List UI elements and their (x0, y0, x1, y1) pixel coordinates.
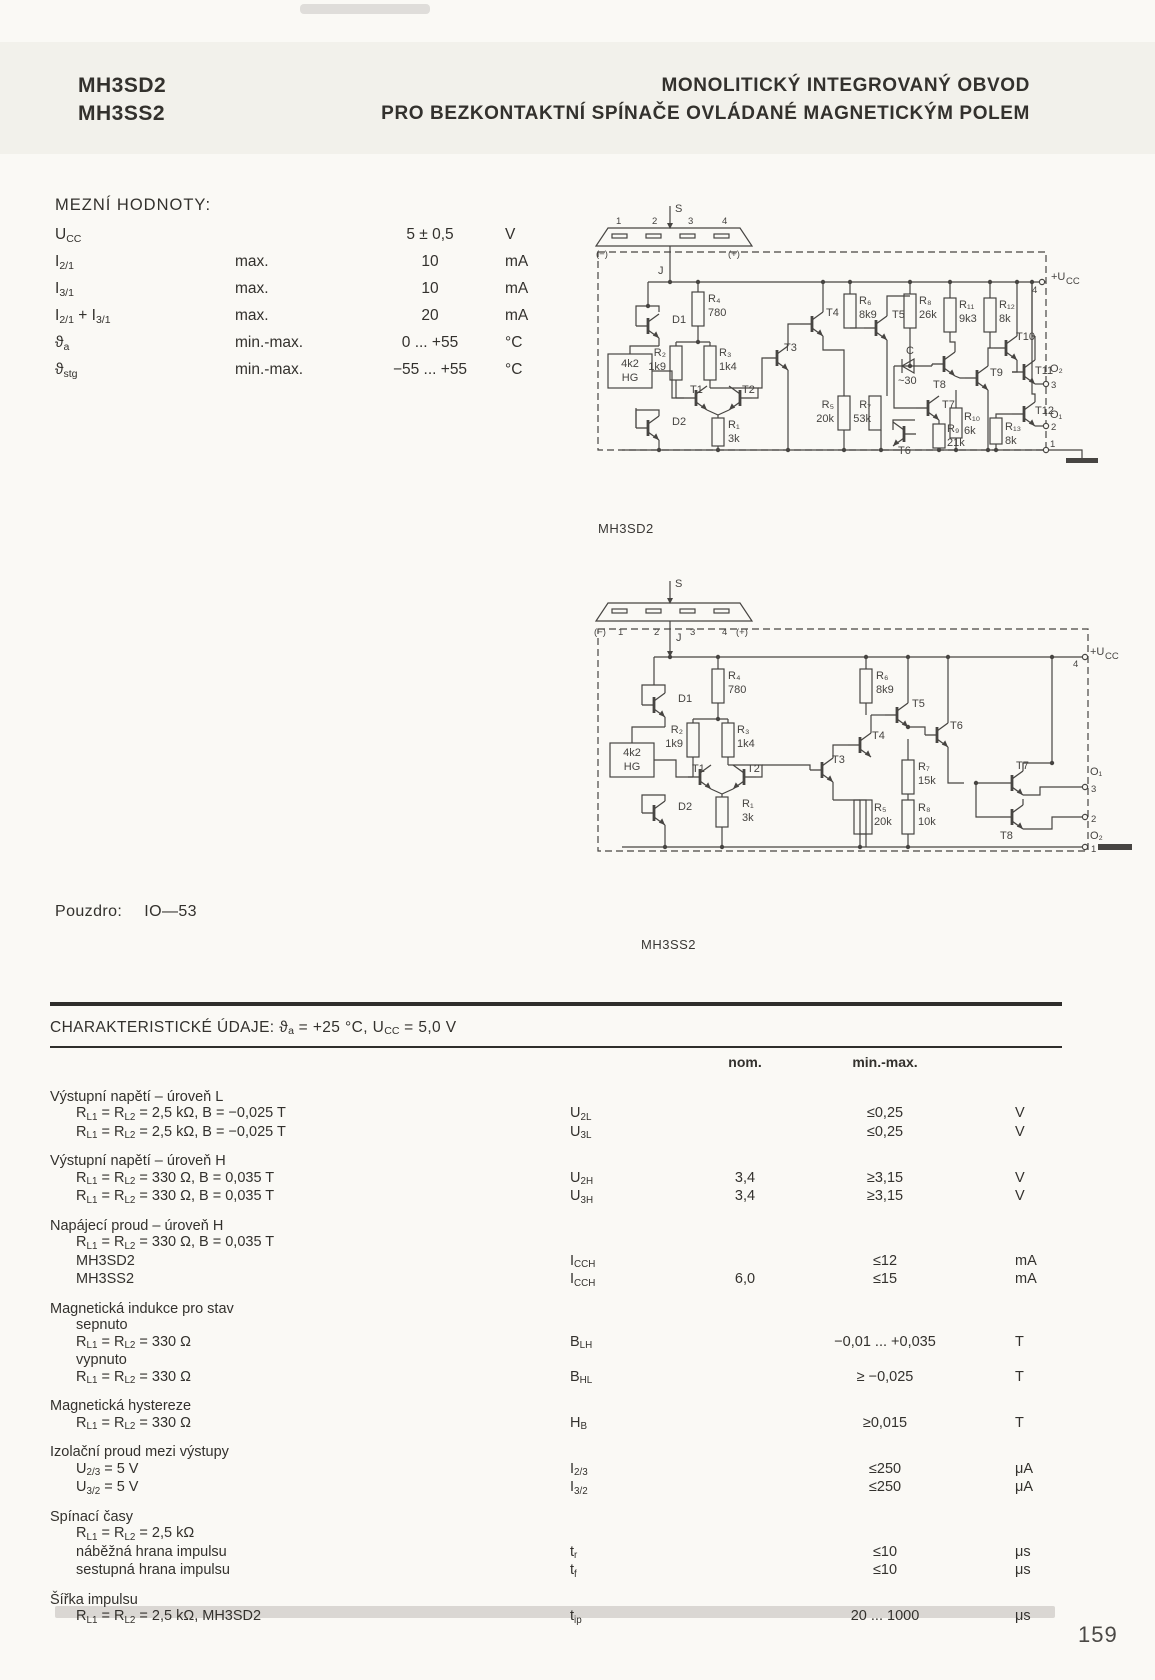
r6-value: 8k9 (859, 309, 877, 321)
characteristics-section (50, 1002, 1062, 1627)
pkg-pin-1: 1 (616, 216, 622, 227)
pkg-pin-4: 4 (722, 216, 728, 227)
char-condition: MH3SD2 (76, 1252, 135, 1269)
r10-name: R₁₀ (964, 411, 981, 423)
limit-symbol: ϑa (55, 334, 70, 353)
output-o2-label: O₂ (1090, 830, 1103, 842)
d2-label: D2 (672, 416, 687, 428)
r1-value: 3k (742, 812, 754, 824)
pkg-pin-3: 3 (690, 627, 696, 638)
char-group-name: Spínací časy (50, 1508, 134, 1525)
limit-unit: V (505, 226, 516, 243)
plus-label: (+) (736, 627, 748, 638)
char-row (50, 1188, 1062, 1207)
page-title (381, 72, 1030, 128)
char-condition: RL1 = RL2 = 330 Ω (76, 1414, 191, 1433)
r3-name: R₃ (719, 347, 732, 359)
output-o1-label: O₁ (1050, 409, 1063, 421)
char-symbol: U2H (570, 1169, 594, 1188)
char-group (50, 1444, 1062, 1498)
r1-value: 3k (728, 433, 740, 445)
r8-value: 10k (918, 816, 936, 828)
t6-label: T6 (950, 720, 963, 732)
char-nom-value: 3,4 (734, 1169, 756, 1186)
char-row (50, 1461, 1062, 1480)
limit-symbol: ϑstg (55, 361, 78, 380)
char-condition: sestupná hrana impulsu (76, 1562, 230, 1578)
pin3-label: 3 (1091, 784, 1097, 795)
char-unit: μA (1015, 1460, 1034, 1477)
t3-label: T3 (832, 754, 845, 766)
r7-name: R₇ (918, 761, 930, 773)
char-condition: sepnuto (76, 1317, 128, 1333)
char-condition: RL1 = RL2 = 2,5 kΩ (76, 1525, 195, 1543)
char-minmax-value: ≤0,25 (866, 1105, 904, 1121)
char-unit: V (1015, 1169, 1025, 1186)
r4-value: 780 (728, 684, 747, 696)
char-condition: náběžná hrana impulsu (76, 1543, 227, 1560)
plus-label: (+) (728, 249, 740, 260)
pin1-label: 1 (1050, 439, 1056, 450)
ucc-label: +U (1090, 646, 1105, 658)
ucc-sub: CC (1105, 651, 1119, 662)
pkg-pin-2: 2 (652, 216, 658, 227)
package-line (55, 903, 197, 921)
pkg-pin-1: 1 (618, 627, 624, 638)
model-2: MH3SS2 (78, 102, 166, 125)
t11-label: T11 (1035, 365, 1054, 377)
limit-value: −55 ... +55 (392, 361, 468, 378)
char-symbol: BHL (570, 1368, 593, 1387)
limit-unit: °C (505, 334, 523, 351)
limit-condition: max. (235, 253, 269, 270)
minus-label: (−) (594, 627, 606, 638)
hg-line1: 4k2 (623, 747, 641, 759)
r5-value: 20k (874, 816, 892, 828)
char-minmax-value: ≥3,15 (866, 1188, 904, 1204)
r5-name: R₅ (874, 802, 887, 814)
r9-value: 21k (947, 437, 965, 449)
limit-row (55, 334, 595, 361)
char-unit: V (1015, 1123, 1025, 1140)
limit-unit: mA (505, 280, 529, 297)
package-label: Pouzdro: (55, 903, 123, 920)
limit-symbol: I2/1 + I3/1 (55, 307, 111, 326)
limit-row (55, 280, 595, 307)
char-condition: RL1 = RL2 = 330 Ω, B = 0,035 T (76, 1169, 275, 1188)
limit-unit: mA (505, 253, 529, 270)
hg-line1: 4k2 (621, 358, 639, 370)
r2-value: 1k9 (648, 361, 666, 373)
char-condition: RL1 = RL2 = 2,5 kΩ, MH3SD2 (76, 1608, 262, 1626)
char-symbol: ICCH (570, 1271, 596, 1289)
char-condition: vypnuto (76, 1352, 127, 1368)
model-1: MH3SD2 (78, 74, 167, 97)
char-condition: U2/3 = 5 V (76, 1460, 139, 1479)
t3-label: T3 (784, 342, 797, 354)
j-label: J (676, 632, 682, 644)
limits-table (55, 226, 595, 388)
r7-value: 15k (918, 775, 936, 787)
char-symbol: HB (570, 1414, 588, 1433)
char-minmax-value: ≤250 (868, 1479, 902, 1495)
char-minmax-value: ≤250 (868, 1460, 902, 1477)
c-value: ~30 (898, 375, 917, 387)
char-group (50, 1218, 1062, 1290)
t9-label: T9 (990, 367, 1003, 379)
char-symbol: tf (570, 1562, 577, 1580)
s-field-label: S (675, 203, 683, 215)
pin1-label: 1 (1091, 844, 1097, 855)
t5-label: T5 (892, 309, 905, 321)
char-symbol: U3H (570, 1188, 594, 1206)
page-number: 159 (1078, 1622, 1118, 1647)
char-minmax-value: ≤0,25 (866, 1123, 904, 1140)
pin4-label: 4 (1032, 285, 1038, 296)
package-icon (596, 228, 752, 246)
title-line-2: PRO BEZKONTAKTNÍ SPÍNAČE OVLÁDANÉ MAGNETICKÝM POLEM (381, 103, 1030, 124)
t7-label: T7 (942, 399, 955, 411)
limit-value: 20 (421, 307, 439, 324)
char-row (50, 1124, 1062, 1143)
char-minmax-value: −0,01 ... +0,035 (834, 1333, 936, 1350)
limit-symbol: UCC (55, 226, 82, 245)
char-unit: μs (1015, 1608, 1031, 1624)
char-unit: T (1015, 1414, 1024, 1431)
char-unit: μs (1015, 1562, 1031, 1578)
char-unit: T (1015, 1368, 1024, 1385)
pin2-label: 2 (1091, 814, 1097, 825)
char-row (50, 1170, 1062, 1189)
r12-name: R₁₂ (999, 299, 1015, 311)
char-unit: V (1015, 1188, 1025, 1204)
r13-name: R₁₃ (1005, 421, 1022, 433)
char-group (50, 1398, 1062, 1433)
r9-name: R₉ (947, 423, 960, 435)
char-row (50, 1253, 1062, 1272)
r8-name: R₈ (918, 802, 931, 814)
output-o2-label: O₂ (1050, 363, 1063, 375)
pin2-label: 2 (1051, 422, 1057, 433)
limit-unit: °C (505, 361, 523, 378)
char-row (50, 1415, 1062, 1434)
schematic-mh3ss2-caption: MH3SS2 (641, 937, 697, 952)
t8-label: T8 (1000, 830, 1013, 842)
limit-condition: max. (235, 280, 269, 297)
r10-value: 6k (964, 425, 976, 437)
minus-label: (−) (596, 249, 608, 260)
char-row (50, 1369, 1062, 1388)
r5-name: R₅ (821, 399, 834, 411)
hg-line2: HG (623, 761, 641, 773)
r4-name: R₄ (708, 293, 721, 305)
j-label: J (658, 265, 664, 277)
char-row (50, 1479, 1062, 1498)
t10-label: T10 (1016, 331, 1035, 343)
char-minmax-value: ≥0,015 (862, 1414, 908, 1431)
package-value: IO—53 (144, 903, 197, 920)
r3-value: 1k4 (737, 738, 755, 750)
char-group-name: Napájecí proud – úroveň H (50, 1217, 224, 1234)
char-unit: μs (1015, 1543, 1031, 1560)
char-minmax-value: ≤10 (872, 1543, 898, 1560)
schematic-mh3ss2 (592, 565, 1155, 883)
ucc-sub: CC (1066, 276, 1080, 287)
schematic-mh3ss2-svg (592, 565, 1155, 883)
char-row (50, 1105, 1062, 1124)
limit-row (55, 226, 595, 253)
char-group-name: Magnetická indukce pro stav (50, 1300, 234, 1317)
char-row (50, 1352, 1062, 1369)
char-unit: T (1015, 1333, 1024, 1350)
char-row (50, 1334, 1062, 1353)
r7-name: R₇ (859, 399, 871, 411)
char-unit: mA (1015, 1271, 1037, 1287)
c-name: C (906, 345, 914, 357)
r3-value: 1k4 (719, 361, 737, 373)
t2-label: T2 (747, 763, 760, 775)
t1-label: T1 (692, 763, 705, 775)
limit-condition: min.-max. (235, 361, 304, 378)
r8-name: R₈ (919, 295, 932, 307)
limit-symbol: I3/1 (55, 280, 74, 299)
char-condition: RL1 = RL2 = 330 Ω, B = 0,035 T (76, 1188, 275, 1206)
r2-name: R₂ (653, 347, 666, 359)
r6-name: R₆ (876, 670, 889, 682)
char-condition: U3/2 = 5 V (76, 1479, 139, 1497)
limit-row (55, 361, 595, 388)
char-symbol: U2L (570, 1105, 592, 1123)
title-line-1: MONOLITICKÝ INTEGROVANÝ OBVOD (661, 75, 1030, 96)
ucc-label: +U (1051, 271, 1066, 283)
limit-symbol: I2/1 (55, 253, 74, 272)
r11-value: 9k3 (959, 313, 977, 325)
limit-condition: min.-max. (235, 334, 304, 351)
char-minmax-value: ≤15 (872, 1271, 898, 1287)
char-unit: mA (1015, 1252, 1037, 1269)
schematic-mh3sd2-svg (592, 196, 1152, 514)
schematic-mh3sd2 (592, 196, 1152, 514)
char-group (50, 1153, 1062, 1207)
r1-name: R₁ (742, 798, 754, 810)
char-condition: RL1 = RL2 = 330 Ω (76, 1333, 191, 1352)
char-symbol: tr (570, 1543, 578, 1562)
r2-value: 1k9 (665, 738, 683, 750)
scan-smudge (300, 4, 430, 14)
t1-label: T1 (690, 384, 703, 396)
char-nom-value: 3,4 (734, 1188, 756, 1204)
characteristics-table (50, 1089, 1062, 1627)
char-symbol: I2/3 (570, 1460, 588, 1479)
r3-name: R₃ (737, 724, 750, 736)
char-row (50, 1317, 1062, 1334)
d1-label: D1 (672, 314, 687, 326)
r6-name: R₆ (859, 295, 872, 307)
char-minmax-value: ≥ −0,025 (856, 1368, 914, 1385)
char-group (50, 1089, 1062, 1143)
char-row (50, 1562, 1062, 1581)
char-minmax-value: ≥3,15 (866, 1169, 904, 1186)
t5-label: T5 (912, 698, 925, 710)
char-condition: RL1 = RL2 = 2,5 kΩ, B = −0,025 T (76, 1123, 286, 1142)
char-row (50, 1608, 1062, 1627)
r7-value: 53k (853, 413, 871, 425)
char-group-name: Výstupní napětí – úroveň L (50, 1088, 224, 1105)
char-group-name: Šířka impulsu (50, 1591, 138, 1608)
pkg-pin-3: 3 (688, 216, 694, 227)
ground-icon (1098, 844, 1132, 850)
limit-row (55, 253, 595, 280)
pkg-pin-4: 4 (722, 627, 728, 638)
t12-label: T12 (1035, 405, 1054, 417)
char-group (50, 1301, 1062, 1388)
column-headers (50, 1054, 1062, 1078)
r6-value: 8k9 (876, 684, 894, 696)
schematic-mh3sd2-caption: MH3SD2 (598, 521, 654, 536)
t4-label: T4 (826, 307, 839, 319)
r5-value: 20k (816, 413, 834, 425)
rule-top (50, 1002, 1062, 1006)
pin4-label: 4 (1073, 659, 1079, 670)
limit-condition: max. (235, 307, 269, 324)
char-condition: RL1 = RL2 = 330 Ω (76, 1368, 191, 1387)
char-condition: RL1 = RL2 = 330 Ω, B = 0,035 T (76, 1234, 275, 1252)
char-unit: μA (1015, 1479, 1034, 1495)
limit-value: 0 ... +55 (401, 334, 459, 351)
char-symbol: ICCH (570, 1252, 596, 1271)
t6-label: T6 (898, 445, 911, 457)
r13-value: 8k (1005, 435, 1017, 447)
char-row (50, 1525, 1062, 1544)
char-row (50, 1234, 1062, 1253)
s-field-label: S (675, 578, 683, 590)
d1-label: D1 (678, 693, 693, 705)
output-o1-label: O₁ (1090, 766, 1103, 778)
r4-value: 780 (708, 307, 727, 319)
limit-value: 10 (421, 280, 439, 297)
hg-line2: HG (621, 372, 639, 384)
char-group (50, 1592, 1062, 1627)
char-symbol: BLH (570, 1333, 593, 1352)
pin3-label: 3 (1051, 380, 1057, 391)
r12-value: 8k (999, 313, 1011, 325)
t2-label: T2 (742, 384, 755, 396)
limit-value: 5 ± 0,5 (406, 226, 454, 243)
r11-name: R₁₁ (959, 299, 975, 311)
r1-name: R₁ (728, 419, 740, 431)
char-row (50, 1544, 1062, 1563)
char-minmax-value: ≤10 (872, 1562, 898, 1578)
t8-label: T8 (933, 379, 946, 391)
r4-name: R₄ (728, 670, 741, 682)
ground-icon (1049, 450, 1098, 463)
col-header-minmax: min.-max. (852, 1053, 918, 1070)
d2-label: D2 (678, 801, 693, 813)
char-minmax-value: 20 ... 1000 (850, 1608, 920, 1624)
product-models (78, 72, 166, 128)
char-symbol: tip (570, 1608, 582, 1626)
limit-value: 10 (421, 253, 439, 270)
char-group (50, 1509, 1062, 1581)
limits-title: MEZNÍ HODNOTY: (55, 196, 212, 214)
char-condition: RL1 = RL2 = 2,5 kΩ, B = −0,025 T (76, 1105, 286, 1123)
package-icon (596, 603, 752, 621)
r2-name: R₂ (670, 724, 683, 736)
t4-label: T4 (872, 730, 885, 742)
limit-row (55, 307, 595, 334)
col-header-nom: nom. (728, 1053, 762, 1070)
t7-label: T7 (1016, 760, 1029, 772)
pkg-pin-2: 2 (654, 627, 660, 638)
char-symbol: I3/2 (570, 1479, 588, 1497)
characteristics-title: CHARAKTERISTICKÉ ÚDAJE: ϑa = +25 °C, UCC = 5,0 V (50, 1018, 457, 1038)
char-group-name: Výstupní napětí – úroveň H (50, 1153, 226, 1169)
char-nom-value: 6,0 (734, 1271, 756, 1287)
char-row (50, 1271, 1062, 1290)
char-unit: V (1015, 1105, 1025, 1121)
char-condition: MH3SS2 (76, 1271, 135, 1287)
rule-under-title (50, 1046, 1062, 1048)
char-symbol: U3L (570, 1123, 592, 1142)
char-group-name: Magnetická hystereze (50, 1398, 192, 1414)
char-minmax-value: ≤12 (872, 1252, 898, 1269)
r8-value: 26k (919, 309, 937, 321)
char-group-name: Izolační proud mezi výstupy (50, 1444, 229, 1460)
limit-unit: mA (505, 307, 529, 324)
